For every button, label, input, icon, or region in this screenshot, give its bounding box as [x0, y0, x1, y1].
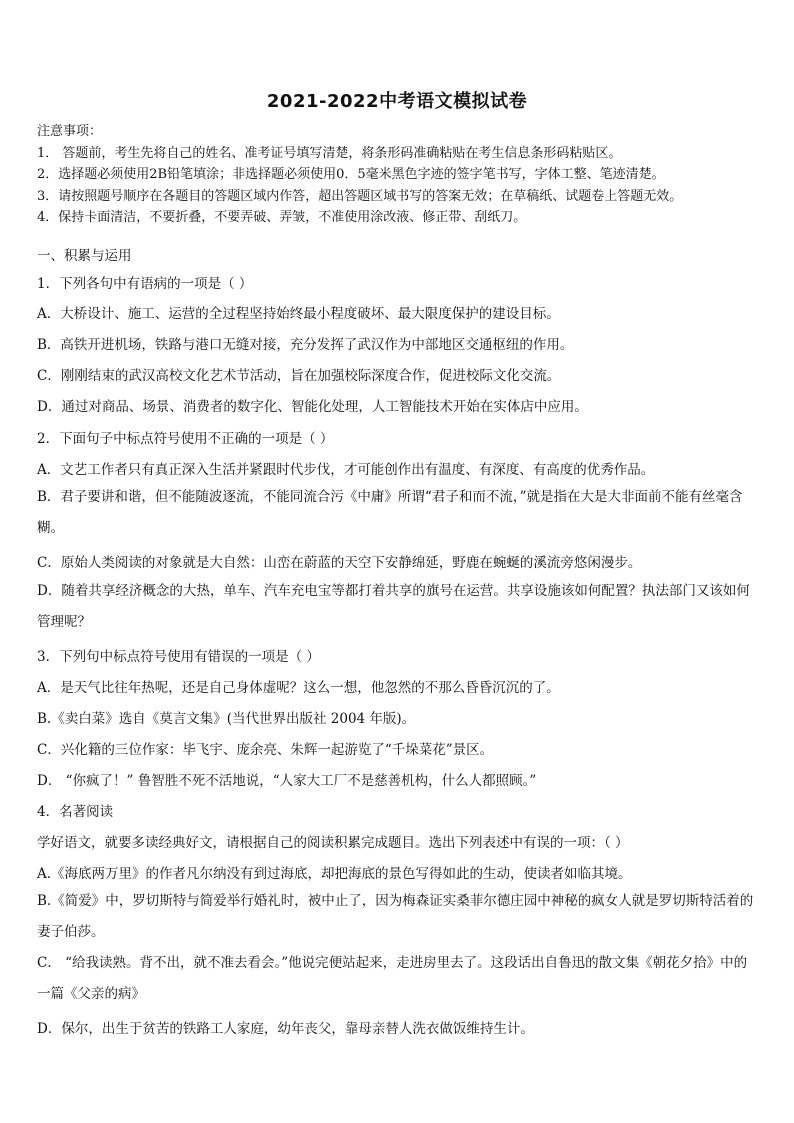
q4-option-a: A.《海底两万里》的作者凡尔纳没有到过海底，却把海底的景色写得如此的生动，使读者如临其境。 — [37, 866, 632, 882]
notice-item-1: 1． 答题前，考生先将自己的姓名、准考证号填写清楚，将条形码准确粘贴在考生信息条形码粘贴区。 — [37, 145, 622, 161]
q4-stem: 4．名著阅读 — [37, 804, 114, 820]
q1-option-d: D．通过对商品、场景、消费者的数字化、智能化处理，人工智能技术开始在实体店中应用。 — [37, 399, 588, 415]
q3-option-d: D． “你疯了！” 鲁智胜不死不活地说，“人家大工厂不是慈善机构，什么人都照顾。” — [37, 773, 537, 789]
q1-option-c: C．刚刚结束的武汉高校文化艺术节活动，旨在加强校际深度合作，促进校际文化交流。 — [37, 368, 561, 384]
q1-option-a: A．大桥设计、施工、运营的全过程坚持始终最小程度破坏、最大限度保护的建设目标。 — [37, 306, 560, 322]
q3-stem: 3．下列句中标点符号使用有错误的一项是（ ） — [37, 649, 320, 665]
q2-option-a: A．文艺工作者只有真正深入生活并紧跟时代步伐，才可能创作出有温度、有深度、有高度的优秀作品。 — [37, 462, 655, 478]
q4-option-b: B.《简爱》中，罗切斯特与简爱举行婚礼时，被中止了，因为梅森证实桑菲尔德庄园中神秘的疯女人就是罗切斯特活着的妻子伯莎。 — [37, 893, 754, 940]
notice-item-2: 2．选择题必须使用2B铅笔填涂；非选择题必须使用0．5毫米黑色字迹的签字笔书写，字体工整、笔迹清楚。 — [37, 167, 665, 182]
section-heading: 一、积累与运用 — [37, 248, 132, 264]
q3-option-a: A．是天气比往年热呢，还是自己身体虚呢？这么一想，他忽然的不那么昏昏沉沉的了。 — [37, 680, 560, 696]
notice-item-3: 3．请按照题号顺序在各题目的答题区域内作答，超出答题区域书写的答案无效；在草稿纸、试题卷上答题无效。 — [37, 188, 683, 204]
notice-block — [37, 121, 762, 229]
notice-heading: 注意事项： — [37, 124, 103, 139]
q4-option-c: C． “给我读熟。背不出，就不准去看会。”他说完便站起来，走进房里去了。这段话出自鲁迅的散文集《朝花夕拾》中的一篇《父亲的病》 — [37, 955, 748, 1002]
q4-option-d: D．保尔，出生于贫苦的铁路工人家庭，幼年丧父，靠母亲替人洗衣做饭维持生计。 — [37, 1021, 534, 1037]
q3-option-b: B.《卖白菜》选自《莫言文集》(当代世界出版社 2004 年版)。 — [37, 711, 416, 727]
q2-option-b: B．君子要讲和谐，但不能随波逐流，不能同流合污《中庸》所谓“君子和而不流，”就是指在大是大非面前不能有丝毫含糊。 — [37, 489, 743, 536]
q4-intro: 学好语文，就要多读经典好文，请根据自己的阅读积累完成题目。选出下列表述中有误的一项：（ ） — [37, 835, 629, 851]
q3-option-c: C．兴化籍的三位作家：毕飞宇、庞余亮、朱辉一起游览了“千垛菜花”景区。 — [37, 742, 494, 758]
q2-option-d: D．随着共享经济概念的大热，单车、汽车充电宝等都打着共享的旗号在运营。共享设施该如何配置？执法部门又该如何管理呢？ — [37, 583, 750, 630]
q2-option-c: C．原始人类阅读的对象就是大自然：山峦在蔚蓝的天空下安静绵延，野鹿在蜿蜒的溪流旁悠闲漫步。 — [37, 555, 642, 571]
q1-option-b: B．高铁开进机场，铁路与港口无缝对接，充分发挥了武汉作为中部地区交通枢纽的作用。 — [37, 337, 574, 353]
q1-stem: 1．下列各句中有语病的一项是（ ） — [37, 276, 253, 292]
page-title: 2021-2022中考语文模拟试卷 — [266, 91, 528, 112]
notice-item-4: 4．保持卡面清洁，不要折叠，不要弄破、弄皱，不准使用涂改液、修正带、刮纸刀。 — [37, 210, 527, 225]
q2-stem: 2．下面句子中标点符号使用不正确的一项是（ ） — [37, 431, 334, 447]
